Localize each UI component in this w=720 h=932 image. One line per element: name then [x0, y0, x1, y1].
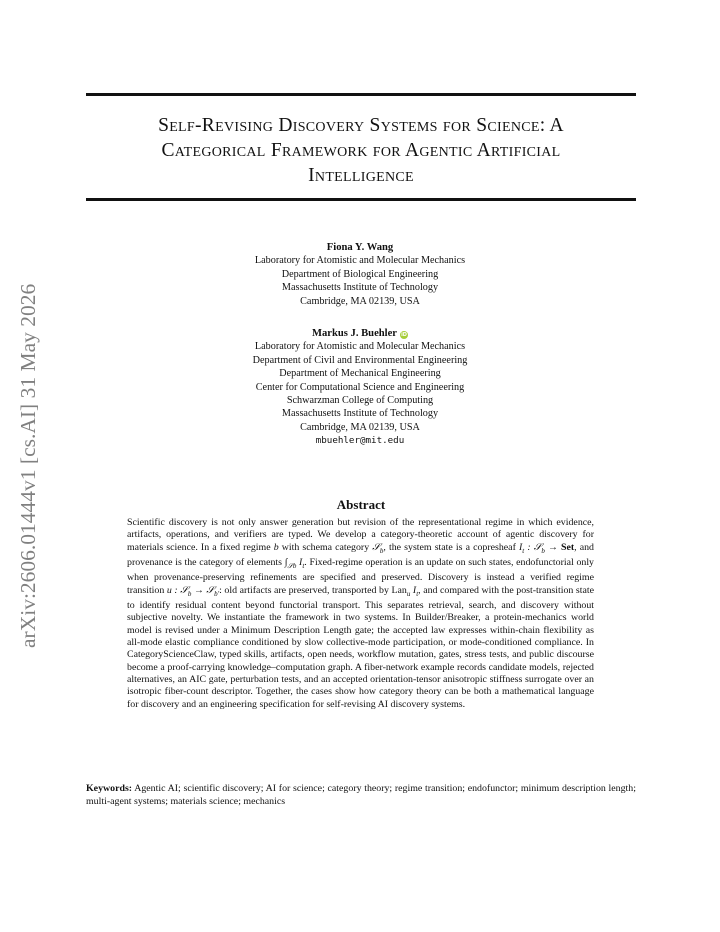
abstract-text: , and provenance is the category of elements — [127, 541, 594, 568]
math-symbol: $I_t$ : 𝒮$_b$ → — [518, 541, 561, 555]
abstract-body — [127, 517, 594, 711]
math-symbol: Lan$_u$ $I_t$ — [391, 584, 419, 598]
author-block-1 — [150, 241, 570, 308]
affiliation-line: Department of Biological Engineering — [281, 268, 439, 280]
keywords-text: Agentic AI; scientific discovery; AI for science; category theory; regime transition; endofunctor; minimum description length; multi-agent systems; materials science; mechanics — [86, 783, 636, 807]
abstract-heading: Abstract — [336, 497, 386, 512]
title-line-1: Self-Revising Discovery Systems for Science: A — [158, 115, 564, 136]
title-line-3: Intelligence — [308, 165, 414, 186]
arxiv-sidebar — [16, 258, 46, 648]
keywords-label: Keywords: — [86, 783, 133, 794]
affiliation-line: Massachusetts Institute of Technology — [281, 282, 439, 294]
affiliation-line: Laboratory for Atomistic and Molecular Mechanics — [254, 255, 466, 267]
arxiv-identifier: arXiv:2606.01444v1 [cs.AI] 31 May 2026 — [16, 283, 40, 648]
abstract-text: with schema category — [278, 541, 373, 553]
title-line-2: Categorical Framework for Agentic Artificial — [161, 140, 561, 161]
math-symbol: 𝒮$_b$ — [372, 541, 384, 555]
paper-title — [86, 113, 636, 188]
abstract-text: Scientific discovery is not only answer generation but revision of the representational regime in which evidence, artifacts, operations, and verifiers are typed. We develop a category-theoretic account of agentic discovery for materials science. In a fixed regime — [127, 517, 594, 553]
author-name: Markus J. Buehler — [311, 328, 398, 339]
affiliation-line: Cambridge, MA 02139, USA — [300, 421, 420, 433]
math-symbol: u : 𝒮$_b$ → 𝒮$_{b'}$ — [166, 584, 220, 598]
author-email[interactable]: mbuehler@mit.edu — [315, 435, 405, 447]
math-symbol: b — [273, 541, 279, 553]
author-name-line — [150, 327, 570, 340]
title-rule-bottom — [86, 198, 636, 201]
abstract-text: , and compared with the post-transition state to identify residual content beyond functorial transport. This separates retrieval, search, and discovery without subjective novelty. We instantiate the framework in two systems. In Builder/Breaker, a protein-mechanics world model is revised under a Minimum Description Length gate; the accepted law expresses within-chain flexibility as all-mode elastic compliance conditioned by slow collective-mode participation, or mode-conditioned compliance. In CategoryScienceClaw, typed skills, artifacts, open needs, workflow mutation, gates, stress tests, and public discourse become a proof-carrying knowledge–computation graph. A fiber-network example records candidate models, rejected alternatives, an AIC gate, perturbation tests, and an accepted orientation-tensor anisotropic stiffness surrogate over an isotropic fiber-count descriptor. Together, the cases show how category theory can be both a mathematical language for discovery and an engineering specification for self-revising AI discovery systems. — [127, 584, 594, 710]
affiliation-line: Cambridge, MA 02139, USA — [300, 295, 420, 307]
affiliation-line: Schwarzman College of Computing — [286, 395, 434, 407]
abstract-text: . Fixed-regime operation is an update on such states, endofunctorial only when provenance-preserving refinements are specified and preserved. Discovery is instead a verified regime transition — [127, 557, 594, 596]
affiliation-line: Center for Computational Science and Engineering — [255, 381, 465, 393]
author-name: Fiona Y. Wang — [326, 242, 394, 253]
affiliation-line: Laboratory for Atomistic and Molecular Mechanics — [254, 341, 466, 353]
affiliation-line: Department of Civil and Environmental Engineering — [252, 354, 468, 366]
keywords-block — [86, 783, 636, 808]
abstract-text: , the system state is a copresheaf — [383, 541, 519, 553]
title-rule-top — [86, 93, 636, 96]
affiliation-line: Department of Mechanical Engineering — [279, 368, 441, 380]
abstract-text: : old artifacts are preserved, transported by — [219, 584, 392, 596]
author-block-2 — [150, 327, 570, 448]
orcid-icon[interactable]: iD — [401, 332, 407, 338]
affiliation-line: Massachusetts Institute of Technology — [281, 408, 439, 420]
math-symbol: $\int_{𝒮b}$ $I_t$ — [284, 557, 305, 570]
math-symbol: Set — [560, 541, 575, 553]
